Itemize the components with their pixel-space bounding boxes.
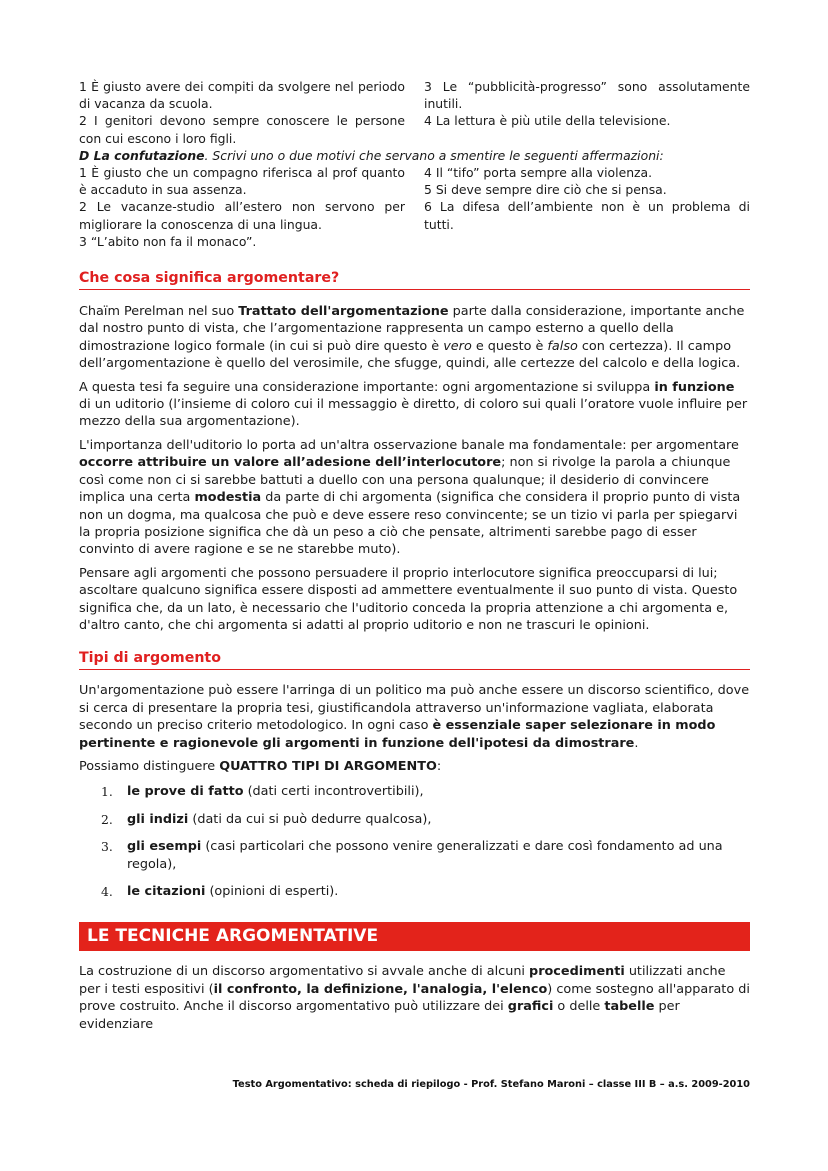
exercise-d-instruction: . Scrivi uno o due motivi che servano a smentire le seguenti affermazioni: [204,147,664,163]
text-run: e questo è [471,338,548,354]
exercise-item: 2 Le vacanze-studio all’estero non servono per migliorare la conoscenza di una lingua. [79,199,405,232]
list-text [127,883,750,900]
text-run: (opinioni di esperti). [205,884,339,899]
paragraph [79,303,750,373]
exercise-item: 1 È giusto che un compagno riferisca al prof quanto è accaduto in sua assenza. [79,165,405,198]
paragraph [79,379,750,431]
section-banner: LE TECNICHE ARGOMENTATIVE [79,922,750,951]
list-item [79,811,750,828]
text-run: (casi particolari che possono venire generalizzati e dare così fondamento ad una regola), [127,839,723,872]
argument-types-list [79,783,750,900]
text-run: ) come sostegno all'apparato di prove costruito. Anche il discorso argomentativo può utilizzare dei [79,981,750,1015]
text-run: parte dalla considerazione, importante anche dal nostro punto di vista, che l’argomentazione rappresenta un campo esterno a quello della dimostrazione logico formale (in cui si può dire questo è [79,304,745,354]
bold-run: le citazioni [127,884,206,899]
text-run: per evidenziare [79,999,680,1032]
bold-run: gli indizi [127,811,189,827]
paragraph [79,963,750,1033]
section-heading-tipi: Tipi di argomento [79,650,750,670]
section-tipi-body [79,682,750,900]
list-item [79,783,750,800]
exercise-d-left [79,164,405,250]
text-run: (dati certi incontrovertibili), [243,784,424,800]
italic-run: vero [443,338,472,354]
exercise-c [79,78,750,147]
bold-run: occorre attribuire un valore all’adesione dell’interlocutore [79,455,502,471]
page-content [79,78,750,1039]
bold-run: procedimenti [529,964,625,980]
exercise-c-right [424,78,750,147]
text-run: Possiamo distinguere [79,758,220,774]
text-run: di un uditorio (l’insieme di coloro cui il messaggio è diretto, di coloro sui quali l’oratore vuole influire per mezzo della sua argomentazione). [79,397,748,430]
list-number: 1. [101,784,113,800]
exercise-item: 2 I genitori devono sempre conoscere le persone con cui escono i loro figli. [79,113,405,146]
text-run: con certezza). Il campo dell’argomentazione è quello del verosimile, che sfugge, quindi, alle certezze del calcolo e della logica. [79,338,741,372]
list-text [127,811,750,828]
text-run: Chaïm Perelman nel suo [79,304,239,320]
exercise-item: 3 Le “pubblicità-progresso” sono assolutamente inutili. [424,79,750,112]
text-run: . [634,735,639,751]
exercise-d [79,164,750,250]
list-item [79,838,750,873]
paragraph [79,758,750,775]
text-run: : [436,758,442,774]
exercise-item: 4 La lettura è più utile della televisione. [424,113,671,129]
exercise-item: 4 Il “tifo” porta sempre alla violenza. [424,165,653,181]
list-text [127,783,750,800]
exercise-d-title: D La confutazione [79,147,205,163]
section-tecniche-body [79,963,750,1033]
list-text [127,838,750,873]
list-item [79,883,750,900]
paragraph [79,682,750,752]
bold-run: le prove di fatto [127,784,244,800]
bold-run: tabelle [604,999,655,1015]
bold-run: il confronto, la definizione, l'analogia, l'elenco [213,981,548,997]
paragraph: Pensare agli argomenti che possono persuadere il proprio interlocutore significa preoccuparsi di lui; ascoltare qualcuno significa essere disposti ad ammettere eventualmente il suo punto di vista. Questo significa che, da un lato, è necessario che l'uditorio conceda la propria attenzione a chi argomenta e, d'altro canto, che chi argomenta si adatti al proprio uditorio e non ne trascuri le opinioni. [79,565,738,633]
section-heading-argomentare: Che cosa significa argomentare? [79,270,750,290]
bold-run: Trattato dell'argomentazione [238,304,449,320]
exercise-c-left [79,78,405,147]
bold-run: grafici [507,999,554,1015]
bold-run: in funzione [654,379,735,395]
bold-run: QUATTRO TIPI DI ARGOMENTO [219,758,437,774]
italic-run: falso [547,338,578,354]
text-run: da parte di chi argomenta (significa che considera il proprio punto di vista non un dogma, ma qualcosa che può e deve essere reso convincente; se un tizio vi parla per spiegarvi la propria posizione significa che dà un peso a ciò che pensate, altrimenti sarebbe pago di esser convinto di avere ragione e se ne starebbe muto). [79,490,741,558]
text-run: utilizzati anche per i testi espositivi ( [79,964,726,997]
text-run: Un'argomentazione può essere l'arringa di un politico ma può anche essere un discorso scientifico, dove si cerca di presentare la propria tesi, giustificandola attraverso un'informazione vagliata, elaborata secondo un preciso criterio metodologico. In ogni caso [79,683,750,734]
list-number: 2. [101,811,113,827]
exercise-d-heading [79,147,750,164]
text-run: A questa tesi fa seguire una considerazione importante: ogni argomentazione si sviluppa [79,379,655,395]
exercise-d-right [424,164,750,250]
text-run: (dati da cui si può dedurre qualcosa), [188,811,432,827]
paragraph [79,437,750,559]
list-number: 3. [101,839,113,855]
text-run: La costruzione di un discorso argomentativo si avvale anche di alcuni [79,964,530,980]
bold-run: modestia [194,490,262,506]
section-argomentare-body [79,303,750,634]
page-footer: Testo Argomentativo: scheda di riepilogo - Prof. Stefano Maroni – classe III B – a.s. 2009-2010 [232,1079,750,1090]
text-run: L'importanza dell'uditorio lo porta ad un'altra osservazione banale ma fondamentale: per argomentare [79,437,739,453]
exercise-item: 5 Si deve sempre dire ciò che si pensa. [424,182,667,198]
exercise-item: 6 La difesa dell’ambiente non è un problema di tutti. [424,199,750,232]
bold-run: è essenziale saper selezionare in modo pertinente e ragionevole gli argomenti in funzione dell'ipotesi da dimostrare [79,718,716,751]
exercise-item: 1 È giusto avere dei compiti da svolgere nel periodo di vacanza da scuola. [79,79,405,112]
bold-run: gli esempi [127,839,202,855]
list-number: 4. [101,884,113,899]
exercise-item: 3 “L’abito non fa il monaco”. [79,233,257,249]
text-run: o delle [553,999,605,1015]
text-run: ; non si rivolge la parola a chiunque così come non ci si sarebbe battuti a duello con una persona qualunque; il desiderio di convincere implica una certa [79,455,731,506]
